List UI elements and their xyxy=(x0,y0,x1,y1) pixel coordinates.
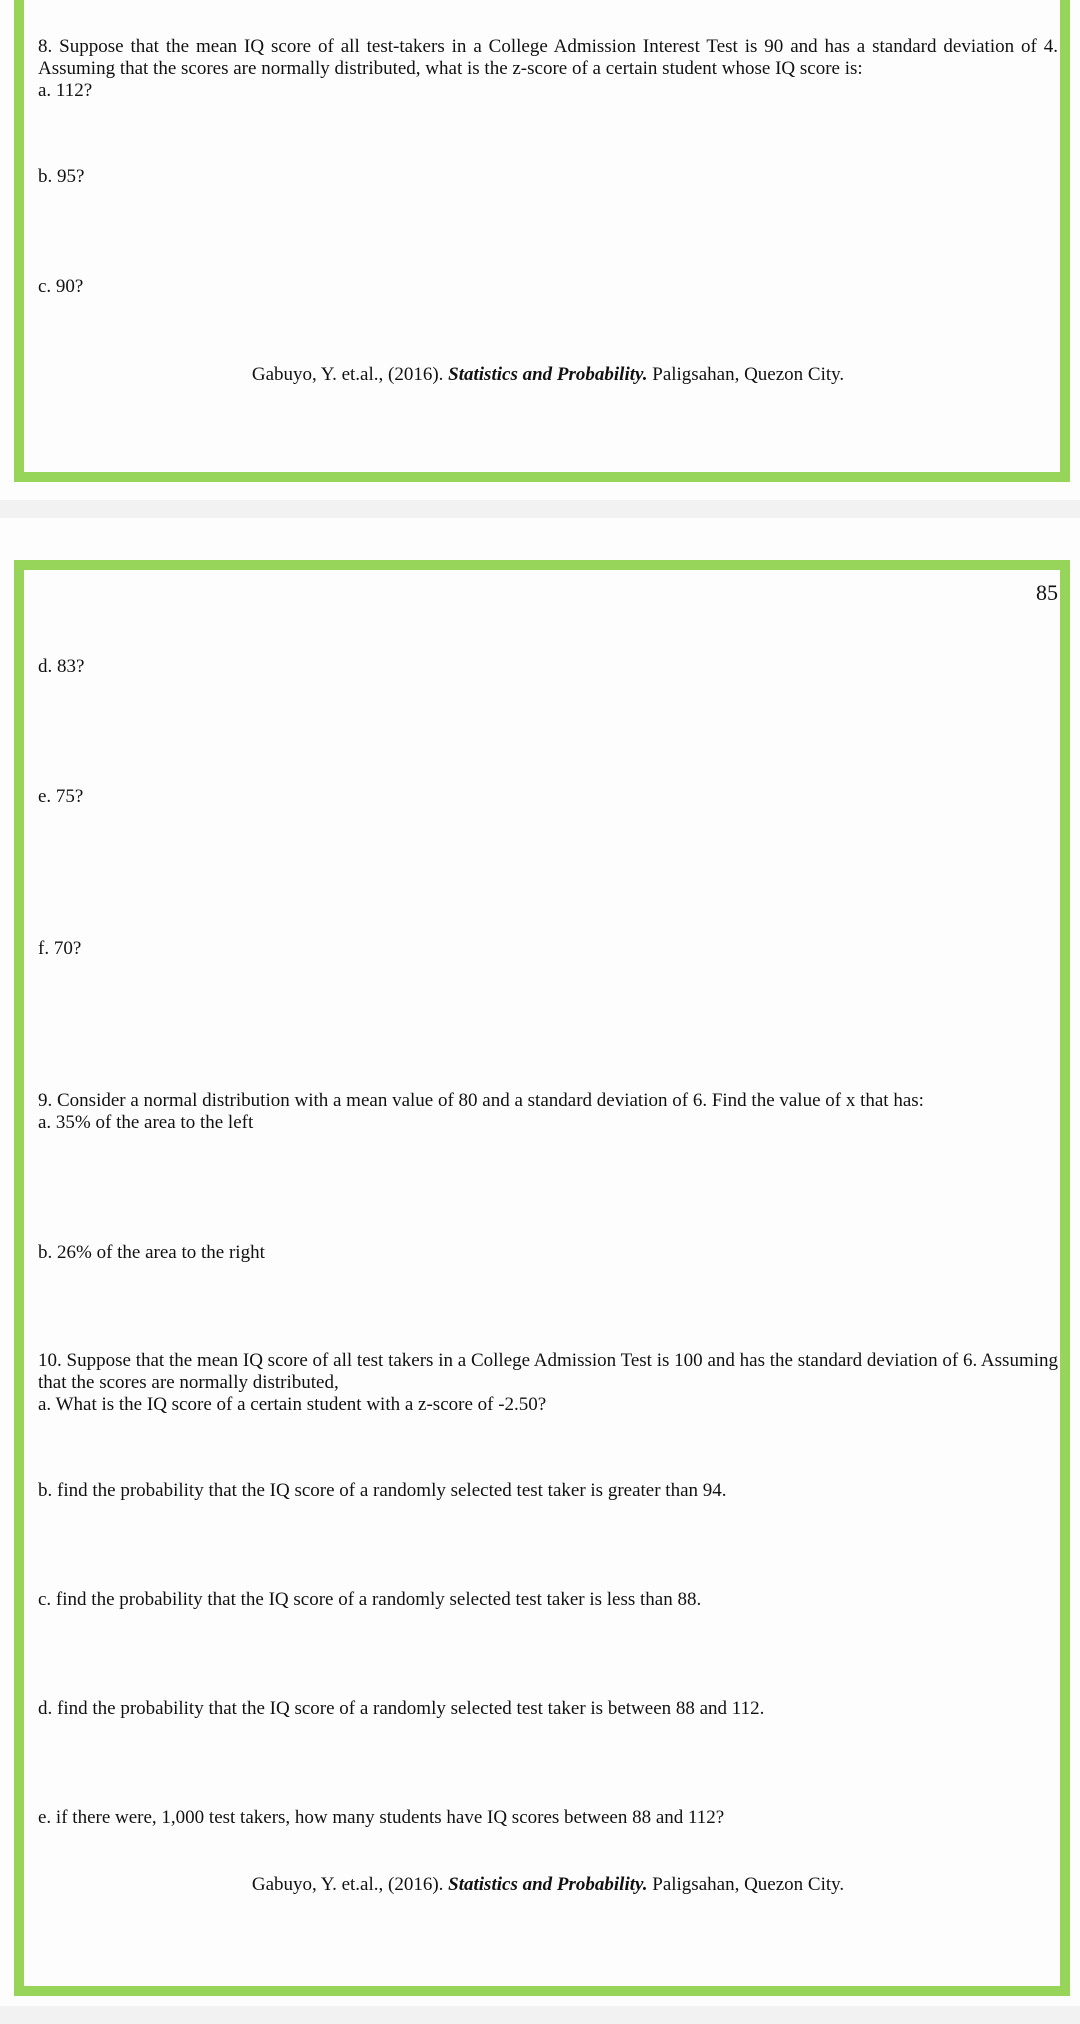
question-8-b: b. 95? xyxy=(38,166,85,187)
question-9-b: b. 26% of the area to the right xyxy=(38,1242,265,1263)
question-10-e: e. if there were, 1,000 test takers, how many students have IQ scores between 88 and 112? xyxy=(38,1807,725,1828)
question-9-intro: 9. Consider a normal distribution with a mean value of 80 and a standard deviation of 6. Find the value of x that has: xyxy=(38,1090,924,1111)
question-10-c: c. find the probability that the IQ score of a randomly selected test taker is less than 88. xyxy=(38,1589,702,1610)
question-10-d: d. find the probability that the IQ score of a randomly selected test taker is between 88 and 112. xyxy=(38,1698,765,1719)
page-border-frame xyxy=(14,560,1070,1996)
reference-citation xyxy=(0,1874,1080,1896)
question-10-intro: 10. Suppose that the mean IQ score of all test takers in a College Admission Test is 100 and has the standard deviation of 6. Assuming that the scores are normally distributed, xyxy=(38,1350,1058,1393)
reference-publisher: Paligsahan, Quezon City. xyxy=(647,364,845,385)
reference-authors: Gabuyo, Y. et.al., (2016). xyxy=(251,364,449,385)
question-8-f: f. 70? xyxy=(38,938,82,959)
reference-title: Statistics and Probability. xyxy=(448,1874,648,1895)
worksheet-page-2 xyxy=(0,518,1080,2006)
question-8-intro: 8. Suppose that the mean IQ score of all test-takers in a College Admission Interest Test is 90 and has a standard deviation of 4. Assuming that the scores are normally distributed, what is the z-score of a certain student whose IQ score is: xyxy=(38,36,1058,79)
question-10-a: a. What is the IQ score of a certain student with a z-score of -2.50? xyxy=(38,1394,547,1415)
reference-citation xyxy=(0,364,1080,386)
question-9-a: a. 35% of the area to the left xyxy=(38,1112,254,1133)
question-8-a: a. 112? xyxy=(38,80,93,101)
reference-authors: Gabuyo, Y. et.al., (2016). xyxy=(251,1874,449,1895)
reference-title: Statistics and Probability. xyxy=(448,364,648,385)
question-8-c: c. 90? xyxy=(38,276,84,297)
reference-publisher: Paligsahan, Quezon City. xyxy=(647,1874,845,1895)
page-number: 85 xyxy=(1036,580,1058,605)
question-8-e: e. 75? xyxy=(38,786,84,807)
worksheet-page-1 xyxy=(0,0,1080,500)
question-8-d: d. 83? xyxy=(38,656,85,677)
question-10-b: b. find the probability that the IQ score of a randomly selected test taker is greater than 94. xyxy=(38,1480,727,1501)
